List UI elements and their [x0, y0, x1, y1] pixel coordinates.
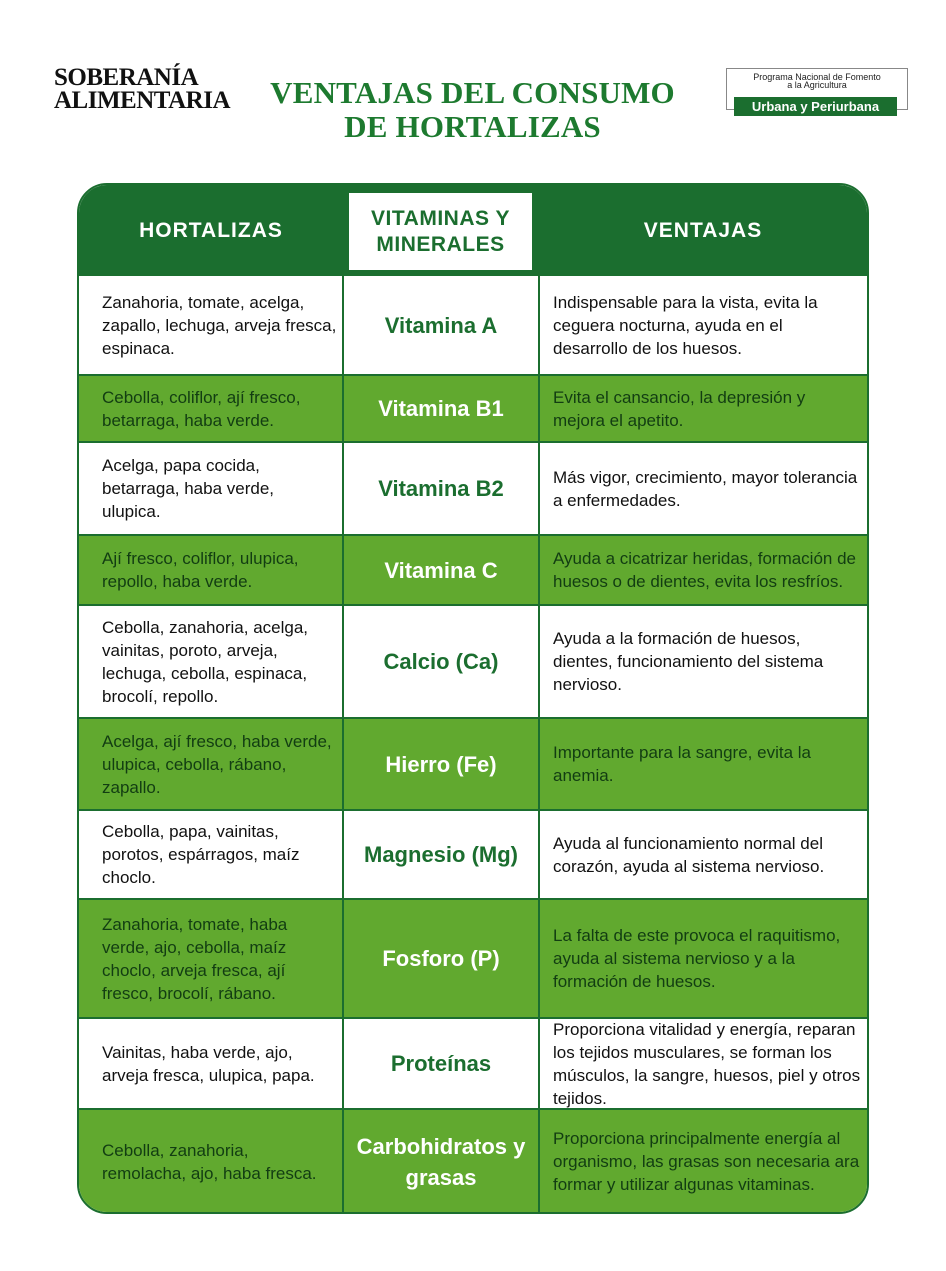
cell-hortalizas: Cebolla, zanahoria, acelga, vainitas, poroto, arveja, lechuga, cebolla, espinaca, brocolí, repollo. [102, 617, 309, 706]
cell-ventajas: Evita el cansancio, la depresión y mejora el apetito. [553, 387, 806, 430]
logo-left-line1: SOBERANÍA [54, 64, 199, 91]
column-divider [342, 276, 344, 1212]
row-divider [79, 441, 867, 443]
cell-hortalizas: Zanahoria, tomate, haba verde, ajo, cebolla, maíz choclo, arveja fresca, ají fresco, brocolí, rábano. [102, 914, 288, 1003]
row-divider [79, 717, 867, 719]
table-row [79, 1109, 867, 1214]
table-row [79, 442, 867, 535]
cell-nutriente: Proteínas [390, 1051, 492, 1076]
header-ventajas: VENTAJAS [643, 218, 763, 242]
cell-hortalizas: Zanahoria, tomate, acelga, zapallo, lechuga, arveja fresca, espinaca. [102, 293, 337, 358]
row-divider [79, 1108, 867, 1110]
cell-nutriente: Calcio (Ca) [383, 649, 499, 674]
cell-hortalizas: Acelga, ají fresco, haba verde, ulupica, cebolla, rábano, zapallo. [102, 731, 332, 797]
cell-hortalizas: Acelga, papa cocida, betarraga, haba verde, ulupica. [102, 456, 275, 521]
page-title-line2: DE HORTALIZAS [344, 109, 601, 144]
program-name [727, 73, 907, 89]
table-row [79, 276, 867, 375]
soberania-alimentaria-logo [54, 66, 254, 112]
cell-hortalizas: Cebolla, coliflor, ají fresco, betarraga, haba verde. [102, 387, 301, 430]
table-row [79, 375, 867, 442]
table-row [79, 535, 867, 605]
page-title-line1: VENTAJAS DEL CONSUMO [270, 75, 675, 110]
cell-ventajas: Proporciona vitalidad y energía, reparan los tejidos musculares, se forman los músculos, la sangre, huesos, piel y otros tejidos. [553, 1019, 861, 1108]
cell-nutriente: Hierro (Fe) [385, 751, 497, 777]
program-line1: Programa Nacional de Fomento [753, 72, 881, 82]
cell-ventajas: Más vigor, crecimiento, mayor tolerancia a enfermedades. [553, 467, 858, 510]
row-divider [79, 604, 867, 606]
row-divider [79, 1017, 867, 1019]
logo-left-line2: ALIMENTARIA [54, 87, 230, 114]
row-divider [79, 534, 867, 536]
cell-hortalizas: Cebolla, papa, vainitas, porotos, espárragos, maíz choclo. [102, 822, 300, 887]
cell-nutriente: Fosforo (P) [382, 946, 500, 971]
cell-ventajas: Proporciona principalmente energía al organismo, las grasas son necesaria ara formar y utilizar algunas vitaminas. [553, 1129, 860, 1194]
row-divider [79, 374, 867, 376]
column-divider [538, 276, 540, 1212]
benefits-table [77, 183, 869, 1214]
row-divider [79, 809, 867, 811]
cell-hortalizas: Vainitas, haba verde, ajo, arveja fresca, ulupica, papa. [102, 1042, 315, 1085]
cell-ventajas: La falta de este provoca el raquitismo, ayuda al sistema nervioso y a la formación de huesos. [553, 926, 841, 991]
program-line2: a la Agricultura [787, 80, 847, 90]
cell-hortalizas: Cebolla, zanahoria, remolacha, ajo, haba fresca. [102, 1140, 317, 1183]
table-row [79, 899, 867, 1018]
program-badge: Urbana y Periurbana [734, 97, 897, 116]
cell-ventajas: Ayuda a cicatrizar heridas, formación de huesos o de dientes, evita los resfríos. [553, 549, 857, 591]
cell-hortalizas: Ají fresco, coliflor, ulupica, repollo, haba verde. [102, 549, 299, 591]
header-hortalizas: HORTALIZAS [139, 218, 283, 242]
cell-nutriente: Vitamina A [384, 313, 498, 338]
cell-nutriente: Vitamina B2 [378, 476, 504, 501]
table-row [79, 605, 867, 718]
table-row [79, 718, 867, 810]
table-row [79, 810, 867, 899]
cell-ventajas: Importante para la sangre, evita la anemia. [553, 743, 811, 785]
header-vitaminas-minerales: VITAMINAS Y MINERALES [349, 193, 532, 270]
cell-ventajas: Ayuda al funcionamiento normal del corazón, ayuda al sistema nervioso. [553, 833, 825, 876]
row-divider [79, 898, 867, 900]
program-logo [726, 68, 908, 114]
cell-ventajas: Indispensable para la vista, evita la ceguera nocturna, ayuda en el desarrollo de los huesos. [553, 293, 818, 358]
cell-nutriente: Magnesio (Mg) [364, 842, 518, 867]
cell-ventajas: Ayuda a la formación de huesos, dientes, funcionamiento del sistema nervioso. [553, 629, 824, 694]
cell-nutriente: Vitamina C [384, 557, 498, 583]
table-header [79, 185, 867, 276]
cell-nutriente: Carbohidratos y grasas [356, 1133, 526, 1190]
cell-nutriente: Vitamina B1 [378, 396, 504, 421]
table-row [79, 1018, 867, 1109]
page-title [270, 76, 675, 144]
